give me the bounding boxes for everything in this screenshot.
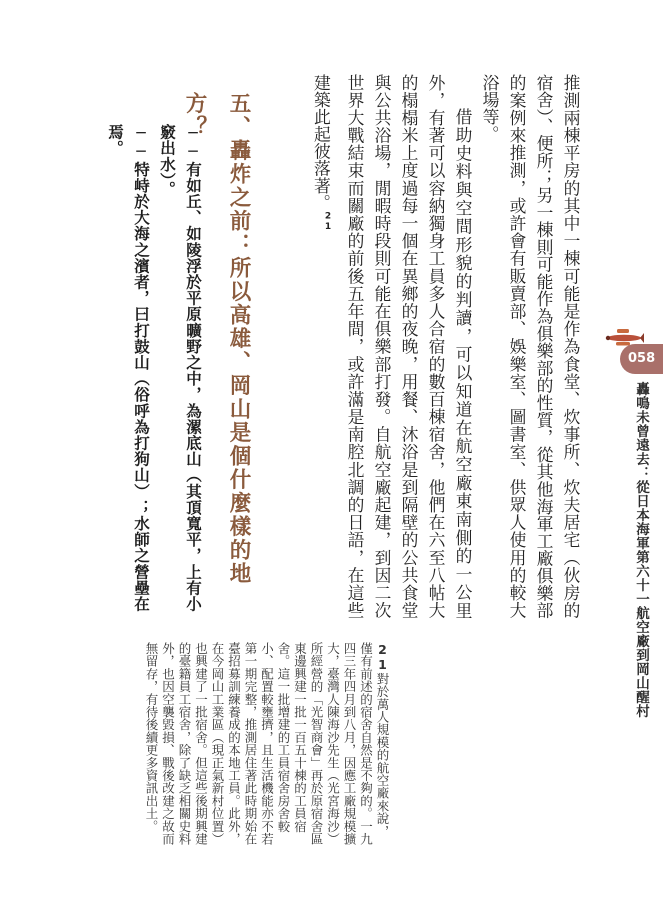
footnote-paragraph: [143, 642, 391, 848]
quote-2: ──特峙於大海之濱者，曰打鼓山（俗呼為打狗山）；水師之營壘在焉。: [106, 124, 150, 612]
running-title: 轟鳴未曾遠去：從日本海軍第六十一航空廠到岡山醒村: [633, 382, 649, 718]
footnote-reference: 21: [323, 211, 333, 233]
page-number: 058: [628, 351, 656, 366]
quote-block: [76, 124, 206, 624]
footnote-number: 21: [375, 642, 390, 673]
page-number-tab: [620, 344, 663, 374]
body-paragraph-1: 推測兩棟平房的其中一棟可能是作為食堂、炊事所、炊夫居宅（伙房的宿舍）、便所；另一棟則可能作為俱樂部的性質，從其他海軍工廠俱樂部的案例來推測，或許會有販賣部、娛樂室、圖書室、供眾人使用的較大浴場等。: [480, 74, 581, 619]
footnote: [90, 642, 390, 848]
footnote-text: 對於萬人規模的航空廠來說，僅有前述的宿舍自然是不夠的。一九四三年四月到八月，因應工廠規模擴大，臺灣人陳海沙先生（光宮海沙）所經營的「光智商會」再於原宿舍區東邊興建一批一百五十棟的工員宿舍。這一批增建的工員宿舍房舍較小、配置較壅擠，且生活機能亦不若第一期完整，推測居住著此時期始在臺招募訓練養成的本地工員。此外，在今岡山工業區（現正氣新村位置）也興建了一批宿舍。但這些後期興建的臺籍員工宿舍，除了缺乏相關史料外，也因空襲毀損、戰後改建之故而無留存，有待後續更多資訊出土。: [144, 642, 390, 846]
body-paragraph-2: [307, 74, 476, 619]
section-heading: 五、轟炸之前：所以高雄、岡山是個什麼樣的地方？: [182, 92, 251, 586]
main-body-text: [182, 74, 584, 619]
quote-1: ──有如丘、如陵浮於平原曠野之中，為漯底山（其頂寬平，上有小竅出水）。: [158, 124, 202, 612]
body-paragraph-2-text: 借助史料與空間形貌的判讀，可以知道在航空廠東南側的一公里外，有著可以容納獨身工員多人合宿的數百棟宿舍，他們在六至八帖大的榻榻米上度過每一個在異鄉的夜晚，用餐、沐浴是到隔壁的公共食堂與公共浴場，閒暇時段則可能在俱樂部打發。自航空廠起建，到因二次世界大戰結束而關廠的前後五年間，或許滿是南腔北調的日語，在這些建築此起彼落著。: [311, 74, 473, 619]
